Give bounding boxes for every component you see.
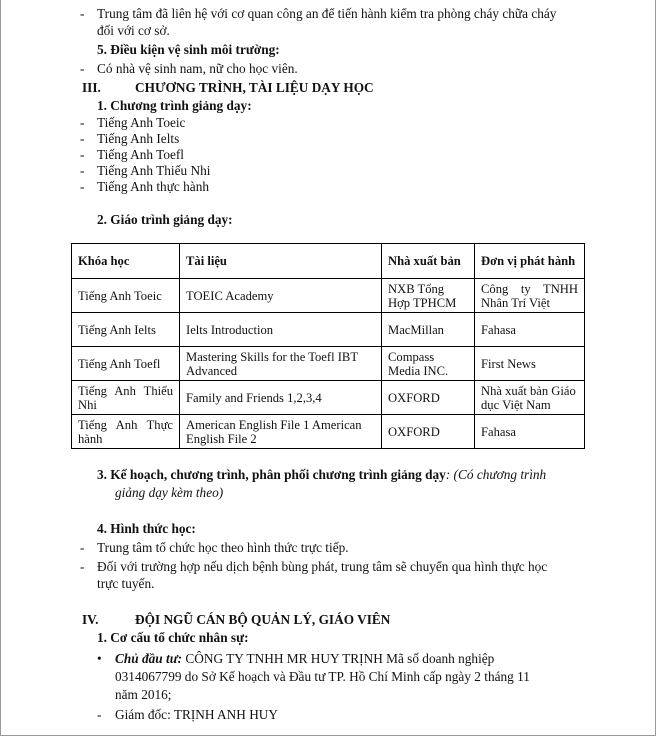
list-dash: - [80, 6, 85, 21]
cell-publisher: NXB Tổng Hợp TPHCM [382, 279, 475, 313]
cell-material: American English File 1 American English File 2 [180, 415, 382, 449]
learning-form-item-2-line-1: Đối với trường hợp nếu dịch bệnh bùng phát, trung tâm sẽ chuyển qua hình thực học [97, 559, 548, 574]
subsection-3-heading: 3. Kế hoạch, chương trình, phân phối chương trình giảng dạy [97, 467, 446, 482]
program-item: Tiếng Anh Thiếu Nhi [97, 163, 211, 178]
subsection-3-note-line-2: giảng dạy kèm theo) [115, 485, 224, 500]
cell-publisher: Compass Media INC. [382, 347, 475, 381]
subsection-3-note: : (Có chương trình [445, 467, 547, 482]
header-distributor: Đơn vị phát hành [475, 244, 585, 279]
learning-form-item: Trung tâm tổ chức học theo hình thức trực tiếp. [97, 540, 349, 555]
list-dash: - [80, 131, 85, 146]
list-dash: - [97, 707, 102, 722]
list-dash: - [80, 61, 85, 76]
cell-material: TOEIC Academy [180, 279, 382, 313]
section-III-number: III. [82, 80, 101, 95]
bullet-icon: • [97, 651, 102, 666]
cell-course: Tiếng Anh Thiếu Nhi [72, 381, 180, 415]
cell-distributor: Fahasa [475, 415, 585, 449]
table-row [72, 347, 585, 381]
cell-publisher: OXFORD [382, 415, 475, 449]
section-III-heading: CHƯƠNG TRÌNH, TÀI LIỆU DẠY HỌC [135, 80, 374, 95]
cell-publisher: OXFORD [382, 381, 475, 415]
cell-course: Tiếng Anh Toeic [72, 279, 180, 313]
learning-form-item-2-line-2: trực tuyến. [97, 576, 155, 591]
cell-distributor: Nhà xuất bản Giáo dục Việt Nam [475, 381, 585, 415]
intro-line-2: đối với cơ sở. [97, 23, 170, 38]
header-course: Khóa học [72, 244, 180, 279]
program-item: Tiếng Anh Toeic [97, 115, 186, 130]
list-dash: - [80, 540, 85, 555]
list-dash: - [80, 559, 85, 574]
table-row [72, 313, 585, 347]
director-line: Giám đốc: TRỊNH ANH HUY [115, 707, 278, 722]
list-dash: - [80, 179, 85, 194]
table-row [72, 415, 585, 449]
owner-company: CÔNG TY TNHH MR HUY TRỊNH Mã số doanh nghiệp [185, 651, 495, 666]
table-row [72, 381, 585, 415]
header-material: Tài liệu [180, 244, 382, 279]
cell-course: Tiếng Anh Thực hành [72, 415, 180, 449]
program-item: Tiếng Anh thực hành [97, 179, 209, 194]
cell-distributor: Fahasa [475, 313, 585, 347]
section-IV-subsection-1: 1. Cơ cấu tổ chức nhân sự: [97, 630, 249, 645]
cell-distributor: First News [475, 347, 585, 381]
list-dash: - [80, 115, 85, 130]
intro-line-1: Trung tâm đã liên hệ với cơ quan công an để tiến hành kiểm tra phòng cháy chữa cháy [97, 6, 557, 21]
textbook-table [71, 243, 585, 449]
owner-line-1 [115, 651, 494, 667]
program-item: Tiếng Anh Toefl [97, 147, 184, 162]
list-dash: - [80, 147, 85, 162]
subsection-4-heading: 4. Hình thức học: [97, 521, 196, 536]
owner-label: Chủ đầu tư: [115, 651, 183, 666]
owner-line-2: 0314067799 do Sở Kế hoạch và Đầu tư TP. Hồ Chí Minh cấp ngày 2 tháng 11 [115, 669, 530, 684]
table-header-row [72, 244, 585, 279]
section-5-heading: 5. Điều kiện vệ sinh môi trường: [97, 42, 280, 57]
list-dash: - [80, 163, 85, 178]
cell-course: Tiếng Anh Ielts [72, 313, 180, 347]
section-IV-number: IV. [82, 612, 99, 627]
table-row [72, 279, 585, 313]
cell-material: Mastering Skills for the Toefl IBT Advanced [180, 347, 382, 381]
program-item: Tiếng Anh Ielts [97, 131, 180, 146]
subsection-2-heading: 2. Giáo trình giảng dạy: [97, 212, 233, 227]
cell-publisher: MacMillan [382, 313, 475, 347]
header-publisher: Nhà xuất bản [382, 244, 475, 279]
cell-course: Tiếng Anh Toefl [72, 347, 180, 381]
subsection-3-line-1 [97, 467, 546, 483]
subsection-1-heading: 1. Chương trình giảng dạy: [97, 98, 252, 113]
cell-material: Family and Friends 1,2,3,4 [180, 381, 382, 415]
owner-line-3: năm 2016; [115, 687, 172, 702]
section-5-item: Có nhà vệ sinh nam, nữ cho học viên. [97, 61, 298, 76]
cell-distributor: Công ty TNHH Nhân Trí Việt [475, 279, 585, 313]
section-IV-heading: ĐỘI NGŨ CÁN BỘ QUẢN LÝ, GIÁO VIÊN [135, 612, 391, 627]
cell-material: Ielts Introduction [180, 313, 382, 347]
